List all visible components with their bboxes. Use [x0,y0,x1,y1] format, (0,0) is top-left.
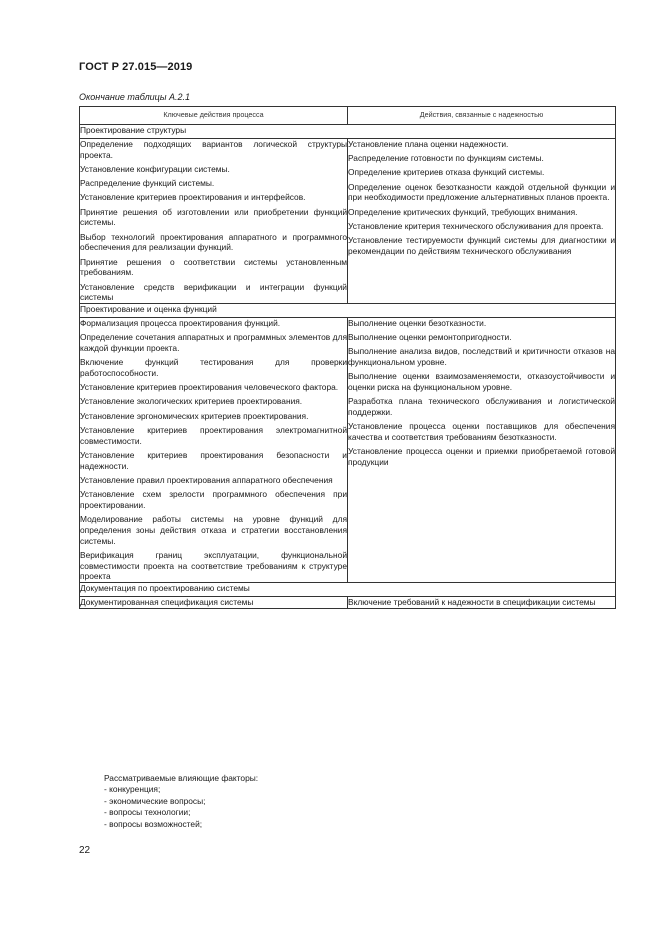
table-header-row [80,107,616,125]
list-item: Установление средств верификации и интеграции функций системы [80,281,347,303]
process-actions-table [79,106,616,609]
key-actions-cell [80,139,348,304]
section-title: Проектирование и оценка функций [80,304,616,318]
list-item: Определение критических функций, требующих внимания. [348,206,578,217]
list-item: Установление схем зрелости программного обеспечения при проектировании. [80,488,347,510]
list-item: Определение подходящих вариантов логической структуры проекта. [80,139,347,160]
page-number: 22 [79,845,91,856]
list-item: Установление экологических критериев проектирования. [80,396,303,407]
list-item: Формализация процесса проектирования функций. [80,318,281,329]
list-item: Выполнение оценки ремонтопригодности. [348,332,512,343]
list-item: Установление критерия технического обслуживания для проекта. [348,220,604,231]
section-header-row [80,583,616,597]
list-item: Выполнение оценки безотказности. [348,318,487,329]
factor-item: - конкуренция; [104,784,161,795]
list-item: Включение требований к надежности в спецификации системы [348,597,596,608]
list-item: Установление процесса оценки поставщиков для обеспечения качества и соответствия требованиям безотказности. [348,421,615,443]
list-item: Установление критериев проектирования электромагнитной совместимости. [80,424,347,446]
list-item: Распределение функций системы. [80,178,215,189]
list-item: Определение оценок безотказности каждой отдельной функции и при необходимости предложение альтернативных планов проекта. [348,181,615,203]
list-item: Установление тестируемости функций системы для диагностики и рекомендации по действиям технического обслуживания [348,234,615,256]
section-title: Проектирование структуры [80,125,616,139]
column-header-reliability-actions: Действия, связанные с надежностью [348,107,616,125]
list-item: Верификация границ эксплуатации, функциональной совместимости проекта на соответствие требованиям к структуре проекта [80,549,347,582]
list-item: Определение критериев отказа функций системы. [348,167,545,178]
list-item: Моделирование работы системы на уровне функций для определения зоны действия отказа и стратегии восстановления системы. [80,513,347,546]
list-item: Установление критериев проектирования и интерфейсов. [80,192,306,203]
list-item: Определение сочетания аппаратных и программных элементов для каждой функции проекта. [80,332,347,354]
table-row [80,597,616,609]
list-item: Установление конфигурации системы. [80,163,230,174]
list-item: Принятие решения об изготовлении или приобретении функций системы. [80,206,347,228]
list-item: Разработка плана технического обслуживания и логистической поддержки. [348,396,615,418]
key-actions-cell [80,597,348,609]
key-actions-cell [80,318,348,583]
list-item: Распределение готовности по функциям системы. [348,153,544,164]
reliability-actions-cell [348,597,616,609]
factor-item: - экономические вопросы; [104,795,206,806]
list-item: Выполнение анализа видов, последствий и критичности отказов на функциональном уровне. [348,346,615,368]
list-item: Установление правил проектирования аппаратного обеспечения [80,474,333,485]
column-header-key-actions: Ключевые действия процесса [80,107,348,125]
list-item: Установление процесса оценки и приемки приобретаемой готовой продукции [348,446,615,468]
factor-item: - вопросы технологии; [104,807,191,818]
influencing-factors [104,773,258,830]
section-title: Документация по проектированию системы [80,583,616,597]
list-item: Установление плана оценки надежности. [348,139,509,149]
list-item: Документированная спецификация системы [80,597,254,608]
factor-item: - вопросы возможностей; [104,818,203,829]
reliability-actions-cell [348,139,616,304]
factors-intro: Рассматриваемые влияющие факторы: [104,773,259,783]
table-row [80,318,616,583]
list-item: Включение функций тестирования для проверки работоспособности. [80,357,347,379]
list-item: Установление эргономических критериев проектирования. [80,410,309,421]
table-row [80,139,616,304]
document-header: ГОСТ Р 27.015—2019 [79,61,193,73]
reliability-actions-cell [348,318,616,583]
list-item: Установление критериев проектирования человеческого фактора. [80,382,339,393]
section-header-row [80,304,616,318]
list-item: Принятие решения о соответствии системы установленным требованиям. [80,256,347,278]
section-header-row [80,125,616,139]
table-caption: Окончание таблицы А.2.1 [79,92,190,102]
list-item: Установление критериев проектирования безопасности и надежности. [80,449,347,471]
list-item: Выполнение оценки взаимозаменяемости, отказоустойчивости и оценки риска на функциональном уровне. [348,371,615,393]
list-item: Выбор технологий проектирования аппаратного и программного обеспечения для реализации функций. [80,231,347,253]
